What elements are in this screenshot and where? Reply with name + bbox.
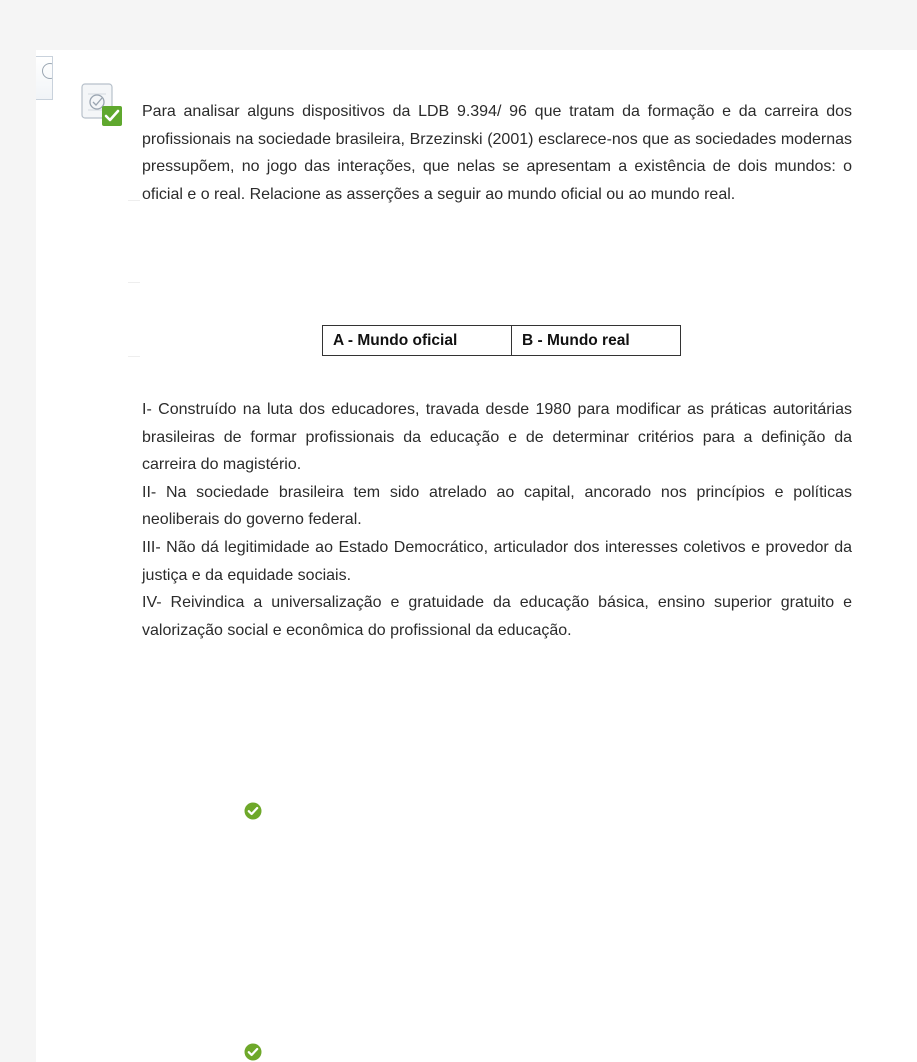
- divider: [128, 282, 140, 283]
- statement-item: IV- Reivindica a universalização e gratuidade da educação básica, ensino superior gratuito e valorização social e econômica do profissional da educação.: [142, 594, 852, 639]
- divider: [128, 356, 140, 357]
- statement-item: I- Construído na luta dos educadores, travada desde 1980 para modificar as práticas autoritárias brasileiras de formar profissionais da educação e de determinar critérios para a definição da carreira do magistério.: [142, 401, 852, 474]
- question-text: Para analisar alguns dispositivos da LDB 9.394/ 96 que tratam da formação e da carreira dos profissionais na sociedade brasileira, Brzezinski (2001) esclarece-nos que as sociedades modernas pressupõem, no jogo das interações, que nelas se apresentam a existência de dois mundos: o oficial e o real. Relacione as asserções a seguir ao mundo oficial ou ao mundo real.: [142, 103, 852, 203]
- left-strip: [0, 50, 36, 1062]
- legend-b: B - Mundo real: [512, 326, 681, 356]
- top-bar: [0, 0, 917, 50]
- checked-document-icon: [80, 82, 124, 128]
- green-check-icon: [244, 1043, 262, 1061]
- green-check-icon: [244, 802, 262, 820]
- legend-table: [322, 325, 681, 356]
- divider: [128, 200, 140, 201]
- statement-item: III- Não dá legitimidade ao Estado Democrático, articulador dos interesses coletivos e provedor da justiça e da equidade sociais.: [142, 538, 852, 584]
- legend-a: A - Mundo oficial: [323, 326, 512, 356]
- document-icon[interactable]: [36, 56, 53, 100]
- statements-list: [142, 396, 852, 644]
- statement-item: II- Na sociedade brasileira tem sido atrelado ao capital, ancorado nos princípios e políticas neoliberais do governo federal.: [142, 483, 852, 529]
